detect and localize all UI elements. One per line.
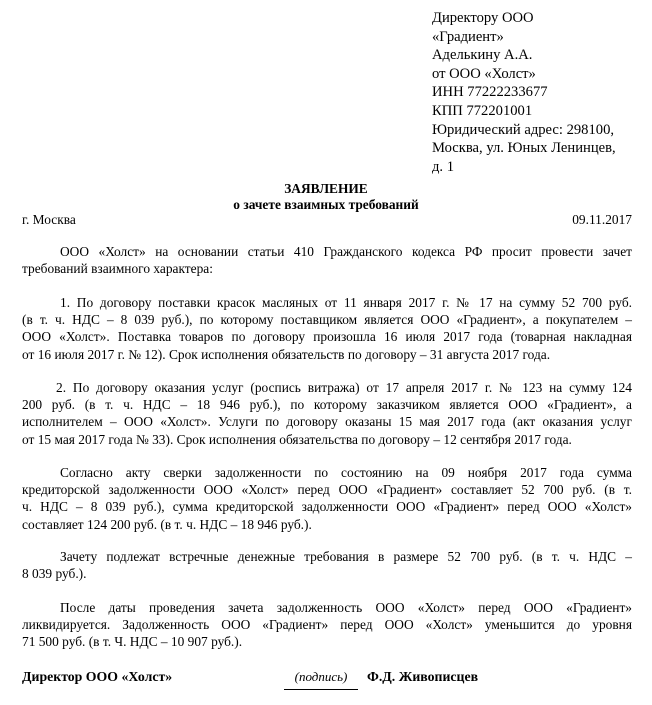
addressee-line: КПП 772201001 [432,102,533,119]
paragraph-contract-1 [22,294,632,363]
addressee-line: «Градиент» [432,28,504,45]
addressee-line: Москва, ул. Юных Ленинцев, [432,140,616,157]
text-line: требований взаимного характера: [22,261,213,277]
addressee-line: от ООО «Холст» [432,65,536,82]
addressee-line: ИНН 77222233677 [432,84,548,101]
addressee-line: Юридический адрес: 298100, [432,121,615,138]
text-line: ч. НДС – 8 039 руб.), сумма кредиторской задолженности ООО «Градиент» перед ООО «Холст» [22,499,632,515]
text-line: ООО «Холст» на основании статьи 410 Гражданского кодекса РФ просит провести зачет [60,244,632,259]
paragraph-reconciliation [22,464,632,533]
signature-placeholder: (подпись) [294,669,348,684]
paragraph-result [22,599,632,651]
paragraph-contract-2 [22,379,632,448]
text-line: 2. По договору оказания услуг (роспись витража) от 17 апреля 2017 г. № 123 на сумму 124 [56,380,632,395]
signature-line [284,689,358,690]
text-line: Согласно акту сверки задолженности по состоянию на 09 ноября 2017 года сумма [60,465,632,480]
paragraph-offset-amount [22,548,632,582]
text-line: 200 руб. (в т. ч. НДС – 18 946 руб.), по которому заказчиком является ООО «Градиент», а [22,397,632,413]
paragraph-intro [22,243,632,277]
addressee-line: д. 1 [432,158,455,175]
signature-block [22,668,642,698]
text-line: от 16 июля 2017 г. № 12). Срок исполнения обязательств по договору – 31 августа 2017 года. [22,346,551,362]
text-line: 8 039 руб.). [22,566,87,582]
document-title: ЗАЯВЛЕНИЕ [284,181,368,196]
text-line: Зачету подлежат встречные денежные требования в размере 52 700 руб. (в т. ч. НДС – [60,549,632,564]
text-line: 1. По договору поставки красок масляных от 11 января 2017 г. № 17 на сумму 52 700 руб. [60,295,632,310]
text-line: от 15 мая 2017 года № 33). Срок исполнения обязательства по договору – 12 сентября 2017 года. [22,431,572,447]
signer-role: Директор ООО «Холст» [22,669,173,684]
text-line: составляет 124 200 руб. (в т. ч. НДС – 18 946 руб.). [22,516,312,532]
document-subtitle: о зачете взаимных требований [233,197,419,212]
city: г. Москва [22,212,76,227]
text-line: кредиторской задолженности ООО «Холст» перед ООО «Градиент» составляет 52 700 руб. (в т. [22,482,632,498]
text-line: (в т. ч. НДС – 8 039 руб.), по которому поставщиком является ООО «Градиент», а покупателем – [22,312,632,328]
text-line: исполнителем – ООО «Холст». Услуги по договору оказаны 15 мая 2017 года (акт оказания услуг [22,414,632,430]
addressee-line: Директору ООО [432,10,534,26]
addressee-line: Аделькину А.А. [432,47,533,64]
text-line: ликвидируется. Задолженность ООО «Градиент» перед ООО «Холст» уменьшится до уровня [22,617,632,633]
text-line: После даты проведения зачета задолженность ООО «Холст» перед ООО «Градиент» [60,600,632,615]
text-line: 71 500 руб. (в т. Ч. НДС – 10 907 руб.). [22,634,243,650]
addressee-block [432,9,642,176]
date: 09.11.2017 [572,212,632,227]
text-line: ООО «Холст». Поставка товаров по договору произошла 16 июля 2017 года (товарная накладная [22,329,632,345]
signer-name: Ф.Д. Живописцев [367,669,479,684]
